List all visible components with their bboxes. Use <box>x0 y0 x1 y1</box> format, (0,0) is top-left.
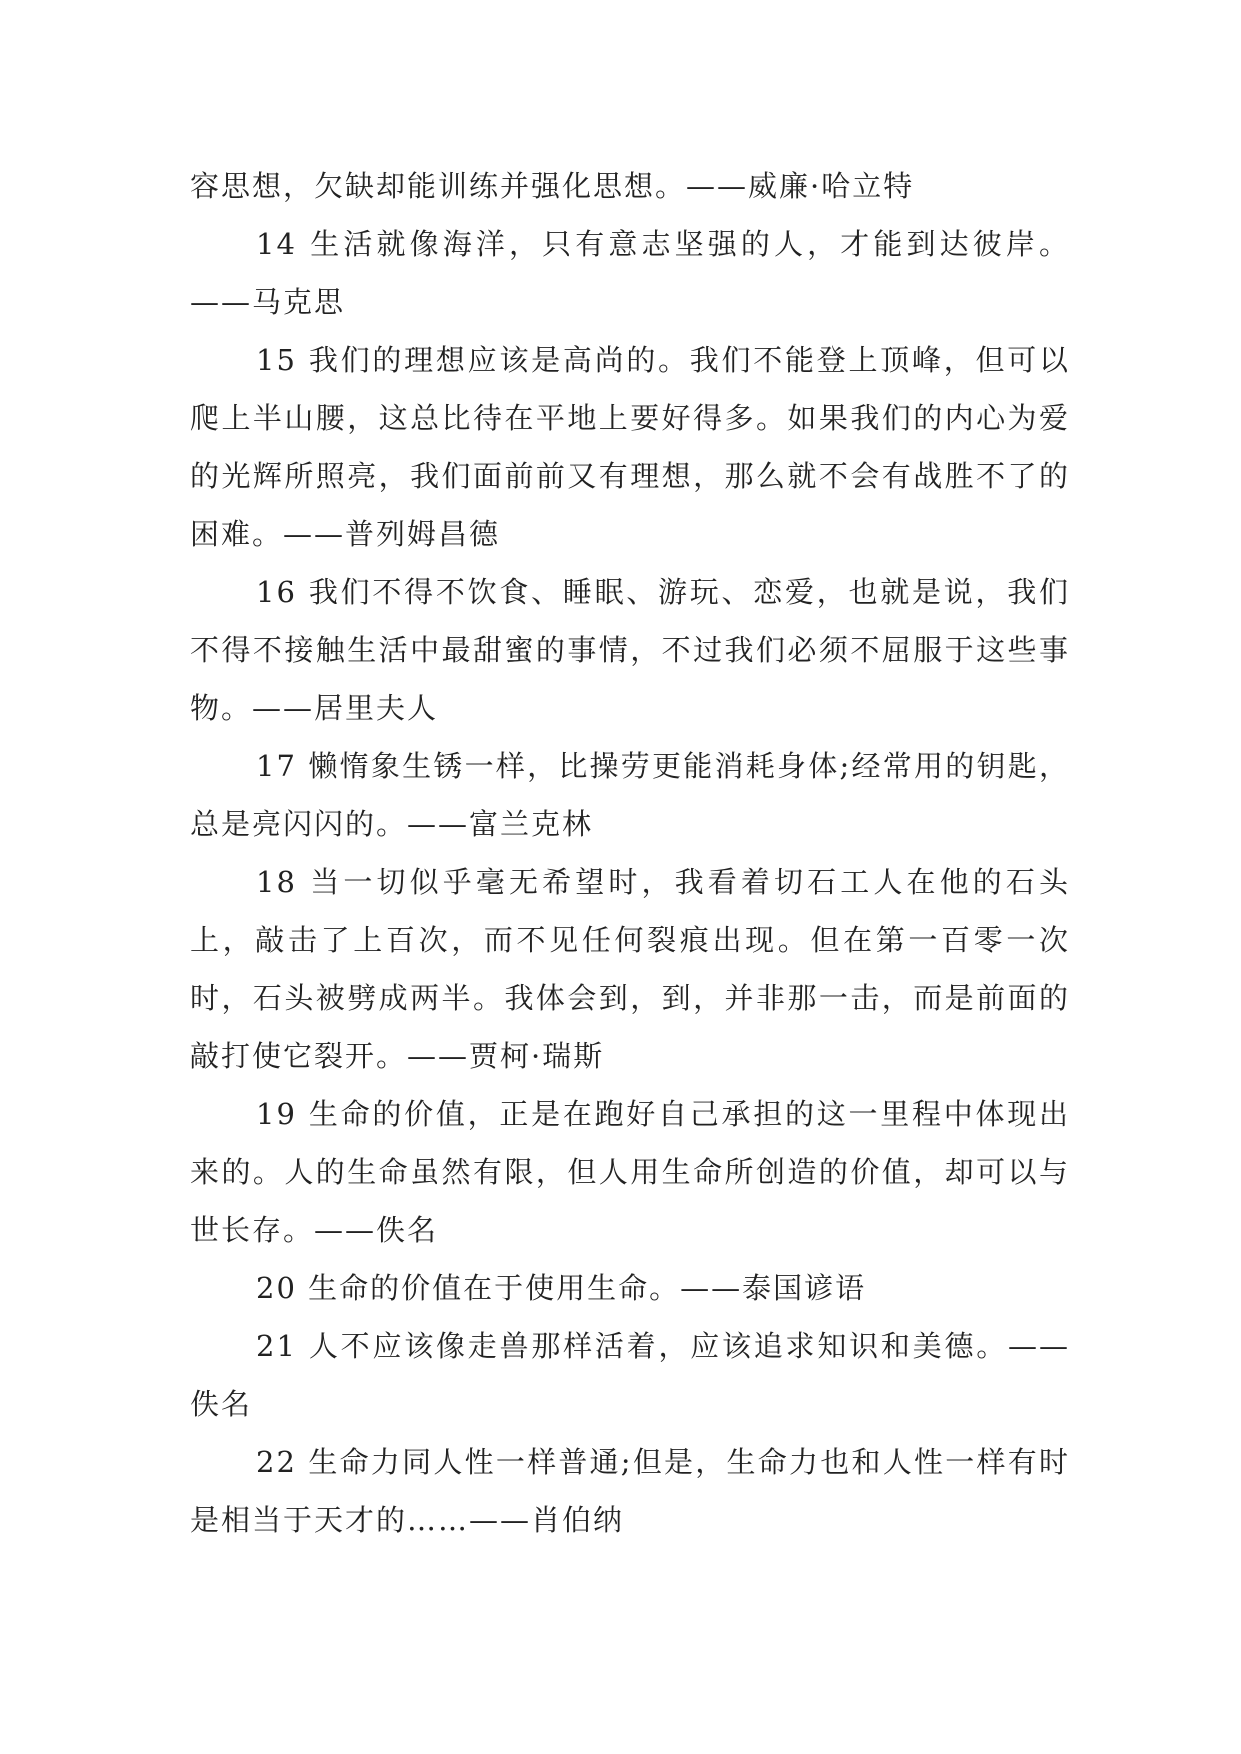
quote-15: 15 我们的理想应该是高尚的。我们不能登上顶峰，但可以爬上半山腰，这总比待在平地上要好得多。如果我们的内心为爱的光辉所照亮，我们面前前又有理想，那么就不会有战胜不了的困难。——普列姆昌德 <box>190 343 1070 551</box>
document-body <box>190 157 1070 1549</box>
quote-17: 17 懒惰象生锈一样，比操劳更能消耗身体;经常用的钥匙，总是亮闪闪的。——富兰克林 <box>190 749 1070 841</box>
quote-21: 21 人不应该像走兽那样活着，应该追求知识和美德。——佚名 <box>190 1329 1070 1421</box>
quote-18: 18 当一切似乎毫无希望时，我看着切石工人在他的石头上，敲击了上百次，而不见任何裂痕出现。但在第一百零一次时，石头被劈成两半。我体会到，到，并非那一击，而是前面的敲打使它裂开。——贾柯·瑞斯 <box>190 865 1070 1073</box>
paragraph-continuation: 容思想，欠缺却能训练并强化思想。——威廉·哈立特 <box>190 169 915 203</box>
quote-14: 14 生活就像海洋，只有意志坚强的人，才能到达彼岸。——马克思 <box>190 227 1070 319</box>
quote-19: 19 生命的价值，正是在跑好自己承担的这一里程中体现出来的。人的生命虽然有限，但人用生命所创造的价值，却可以与世长存。——佚名 <box>190 1097 1070 1247</box>
quote-20: 20 生命的价值在于使用生命。——泰国谚语 <box>256 1271 867 1305</box>
quote-22: 22 生命力同人性一样普通;但是，生命力也和人性一样有时是相当于天才的……——肖伯纳 <box>190 1445 1070 1537</box>
quote-16: 16 我们不得不饮食、睡眠、游玩、恋爱，也就是说，我们不得不接触生活中最甜蜜的事情，不过我们必须不屈服于这些事物。——居里夫人 <box>190 575 1070 725</box>
